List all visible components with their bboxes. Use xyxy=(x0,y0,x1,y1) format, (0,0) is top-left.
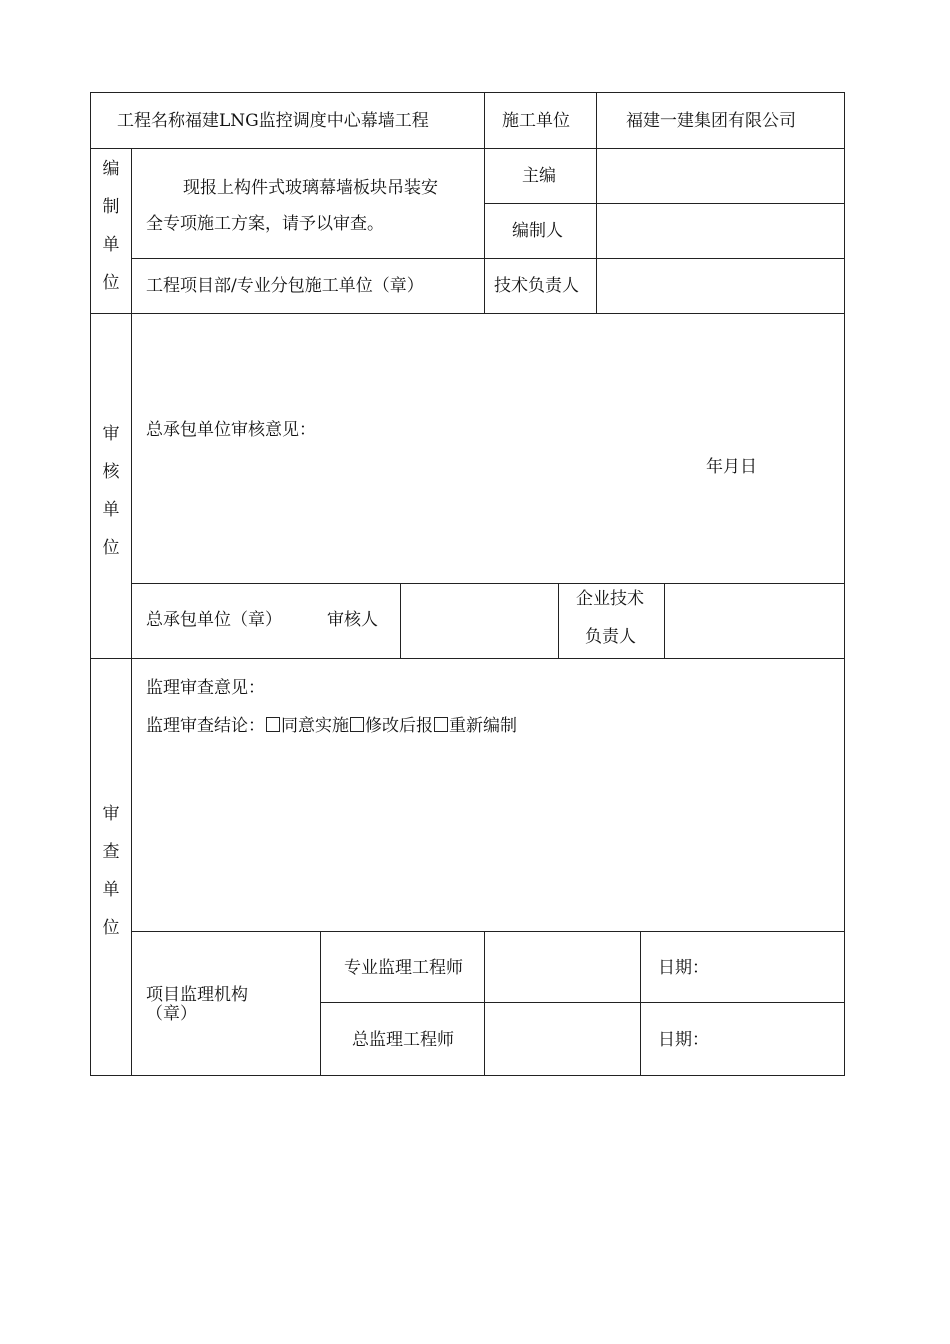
table-border-top xyxy=(90,92,845,93)
revise-option-label: 修改后报 xyxy=(365,716,433,736)
construction-unit-label: 施工单位 xyxy=(502,111,570,131)
row-divider xyxy=(90,148,845,149)
col-divider xyxy=(664,583,665,659)
col-divider xyxy=(131,148,132,1076)
submission-text-line1: 现报上构件式玻璃幕墙板块吊装安 xyxy=(183,178,438,198)
supervision-opinion-label: 监理审查意见： xyxy=(146,678,265,698)
col-divider xyxy=(400,583,401,659)
review-side-label: 审 核 单 位 xyxy=(102,424,120,558)
supervision-org-label-line2: （章） xyxy=(146,1004,197,1024)
row-divider xyxy=(484,203,845,204)
supervision-org-label-line1: 项目监理机构 xyxy=(146,985,248,1005)
conclusion-label: 监理审查结论： xyxy=(146,716,265,736)
col-divider xyxy=(558,583,559,659)
recompile-checkbox[interactable] xyxy=(434,717,448,732)
date-label-1: 日期： xyxy=(658,958,709,978)
col-divider xyxy=(596,92,597,314)
supervision-conclusion xyxy=(146,717,517,735)
contractor-seal-label: 总承包单位（章） xyxy=(146,610,282,630)
date-label-2: 日期： xyxy=(658,1030,709,1050)
tech-lead-label: 技术负责人 xyxy=(494,276,579,296)
table-border-left xyxy=(90,92,91,1076)
approve-checkbox[interactable] xyxy=(266,717,280,732)
recompile-option-label: 重新编制 xyxy=(449,716,517,736)
col-divider xyxy=(484,931,485,1076)
project-name: 工程名称福建LNG监控调度中心幕墙工程 xyxy=(117,111,429,131)
enterprise-tech-lead-label-line2: 负责人 xyxy=(585,627,636,647)
chief-engineer-label: 总监理工程师 xyxy=(352,1030,454,1050)
audit-side-label: 审 查 单 位 xyxy=(102,804,120,938)
table-border-bottom xyxy=(90,1075,845,1076)
construction-unit-value: 福建一建集团有限公司 xyxy=(626,111,796,131)
contractor-opinion-label: 总承包单位审核意见： xyxy=(146,420,316,440)
compile-side-label: 编 制 单 位 xyxy=(102,159,120,293)
review-date-label: 年月日 xyxy=(706,457,757,477)
col-divider xyxy=(484,92,485,314)
row-divider xyxy=(90,313,845,314)
row-divider xyxy=(320,1002,845,1003)
row-divider xyxy=(131,258,845,259)
revise-checkbox[interactable] xyxy=(350,717,364,732)
approve-option-label: 同意实施 xyxy=(281,716,349,736)
submission-text-line2: 全专项施工方案，请予以审查。 xyxy=(146,214,384,234)
pro-engineer-label: 专业监理工程师 xyxy=(344,958,463,978)
chief-editor-label: 主编 xyxy=(522,166,556,186)
compiler-label: 编制人 xyxy=(512,221,563,241)
row-divider xyxy=(131,931,845,932)
table-border-right xyxy=(844,92,845,1076)
enterprise-tech-lead-label-line1: 企业技术 xyxy=(576,589,644,609)
project-dept-seal-label: 工程项目部/专业分包施工单位（章） xyxy=(146,276,424,296)
col-divider xyxy=(320,931,321,1076)
row-divider xyxy=(131,583,845,584)
col-divider xyxy=(640,931,641,1076)
reviewer-label: 审核人 xyxy=(327,610,378,630)
row-divider xyxy=(90,658,845,659)
